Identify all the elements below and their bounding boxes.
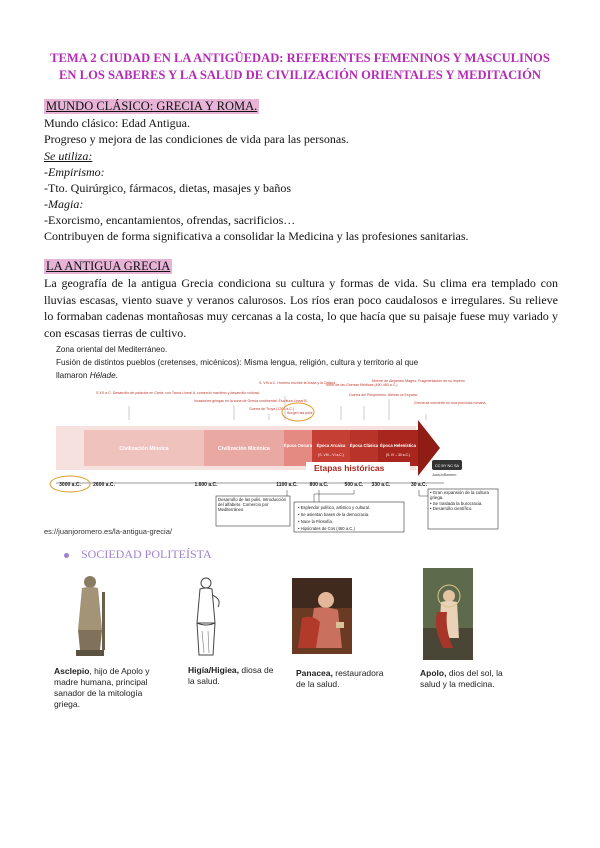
top-notes — [96, 379, 486, 411]
date-500: 500 a.C. — [344, 482, 364, 488]
figure-header-line2: Fusión de distintos pueblos (cretenses, micénicos): Misma lengua, religión, cultura y territorio al que — [56, 358, 419, 367]
section-heading-mundo-clasico: MUNDO CLÁSICO: GRECIA Y ROMA. — [46, 99, 258, 113]
se-utiliza-label: Se utiliza: — [44, 149, 93, 163]
conclusion-text: Contribuyen de forma significativa a consolidar la Medicina y las profesiones sanitarias. — [44, 229, 469, 243]
date-1600: 1.600 a.C. — [194, 482, 218, 488]
apolo-painting-image — [423, 568, 473, 660]
date-800: 800 a.C. — [309, 482, 329, 488]
note-5: Surgen las polis — [287, 411, 313, 415]
card-desc: dios del sol, la salud y la medicina. — [420, 668, 503, 689]
magia-text: -Exorcismo, encantamientos, ofrendas, sacrificios… — [44, 213, 296, 227]
figure-header-line1: Zona oriental del Mediterráneo. — [56, 345, 168, 354]
era-sub-helenistica: (S. IV – 30 a.C.) — [385, 453, 411, 457]
card-name: Higía/Higiea, — [188, 665, 240, 675]
card-caption-apolo — [420, 668, 510, 690]
asclepio-statue-image — [62, 570, 118, 660]
empirismo-label: -Empirismo: — [44, 165, 105, 179]
cc-badge-text: CC BY NC SA — [434, 464, 460, 468]
date-30: 30 a.C. — [410, 482, 428, 488]
note-3: Guerra de Troya (1200 a.C.) — [249, 407, 295, 411]
box-mid-line: • Esplendor político, artístico y cultural. — [298, 505, 370, 510]
figure-header-line3: llamaron Hélade. — [56, 371, 118, 380]
card-desc: restauradora de la salud. — [296, 668, 384, 689]
painting-icon — [423, 568, 473, 660]
figure-source-caption: es://juanjoromero.es/la-antigua-grecia/ — [44, 527, 172, 536]
card-name: Asclepio — [54, 666, 90, 676]
era-sub-arcaica: (S. VIII – VI a.C.) — [318, 453, 344, 457]
card-desc: diosa de la salud. — [188, 665, 274, 686]
card-name: Panacea, — [296, 668, 333, 678]
era-clasica-block — [350, 430, 378, 466]
painting-icon — [292, 578, 352, 654]
date-1100: 1100 a.C. — [276, 482, 298, 488]
section-heading-sociedad: SOCIEDAD POLITEÍSTA — [81, 547, 212, 561]
text-line: Progreso y mejora de las condiciones de vida para las personas. — [44, 132, 349, 146]
card-caption-higia — [188, 665, 278, 687]
panacea-painting-image — [292, 578, 352, 654]
bullet-dot-icon — [64, 553, 69, 558]
sketch-figure-icon — [182, 573, 232, 659]
bullet-sociedad-politeista — [64, 547, 212, 562]
era-label-arcaica: Época Arcaica — [316, 443, 346, 448]
text-line: Mundo clásico: Edad Antigua. — [44, 116, 190, 130]
box-left-text: Desarrollo de las polis. Introducción del alfabeto. Comercio por Mediterráneo — [218, 497, 287, 513]
box-right-text — [430, 490, 497, 512]
note-1: S.XX a.C. Desarrollo de palacios en Creta, con Tacos Lineal A, comercio marítimo y desarrollo cultural. — [96, 391, 260, 395]
era-arcaica-block — [312, 430, 350, 466]
date-2600: 2600 a.C. — [93, 482, 115, 488]
empirismo-text: -Tto. Quirúrgico, fármacos, dietas, masajes y baños — [44, 181, 292, 195]
magia-label: -Magia: — [44, 197, 84, 211]
note-4: S. VIII a.C. Homero escribe la Ilíada y la Odisea — [259, 381, 336, 385]
box-mid-line: • Nace la Filosofía. — [298, 519, 333, 524]
higia-sketch-image — [182, 573, 232, 659]
note-9: Grecia se convierte en una provincia romana — [414, 401, 486, 405]
etapas-label: Etapas históricas — [314, 463, 385, 473]
section-heading-antigua-grecia: LA ANTIGUA GRECIA — [46, 259, 171, 273]
box-mid-line: • Se asientan bases de la democracia. — [298, 512, 370, 517]
era-label-minoica: Civilización Minoica — [119, 446, 169, 452]
geography-paragraph: La geografía de la antigua Grecia condiciona su cultura y formas de vida. Su clima era templado con lluvias escasas, viento suave y veranos calurosos. Los ríos eran poco caudalosos e irregulares. Su relieve lo formaban cadenas montañosas muy cercanas a la costa, lo que hacía que su paisaje fuese muy variado y con escasas tierras de cultivo. — [44, 276, 558, 340]
date-3000: 3000 a.C. — [59, 482, 81, 488]
note-2: Invasiones griegas en la zona de Grecia continental. Escritura Lineal B. — [194, 399, 308, 403]
era-label-clasica: Época Clásica — [349, 443, 379, 448]
page-title: TEMA 2 CIUDAD EN LA ANTIGÜEDAD: REFERENTES FEMENINOS Y MASCULINOS EN LOS SABERES Y LA SALUD DE CIVILIZACIÓN ORIENTALES Y MEDITACIÓN — [50, 51, 550, 82]
box-right-line: • Se traslada la burocracia. — [430, 500, 483, 506]
era-helenistica-block — [378, 430, 418, 466]
note-8: Muerte de Alejandro Magno. Fragmentación de su imperio — [372, 379, 465, 383]
box-right-line: • Gran expansión de la cultura griega. — [430, 490, 489, 501]
cc-site: JuanJoRomero — [432, 473, 457, 477]
era-oscura-block — [284, 430, 312, 466]
timeline-graphic — [44, 344, 564, 536]
box-right-line: • Desarrollo científico. — [430, 506, 473, 512]
timeline-figure — [44, 344, 564, 536]
card-caption-panacea — [296, 668, 386, 690]
statue-icon — [62, 570, 118, 660]
date-330: 330 a.C. — [371, 482, 391, 488]
card-caption-asclepio — [54, 666, 154, 710]
note-6: Inicio de las Guerras Médicas (490-480 a.C.) — [326, 383, 398, 387]
card-desc: , hijo de Apolo y madre humana, principal sanador de la mitología griega. — [54, 666, 150, 709]
card-name: Apolo, — [420, 668, 447, 678]
era-label-helenistica: Época Helenística — [380, 443, 416, 448]
era-label-micenica: Civilización Micénica — [218, 446, 270, 452]
era-label-oscura: Época Oscura — [283, 443, 313, 448]
note-7: Guerra del Peloponeso. Atenas vs Esparta — [349, 393, 417, 397]
box-mid-line: • Hipócrates de Cos (460 a.C.) — [298, 526, 355, 531]
